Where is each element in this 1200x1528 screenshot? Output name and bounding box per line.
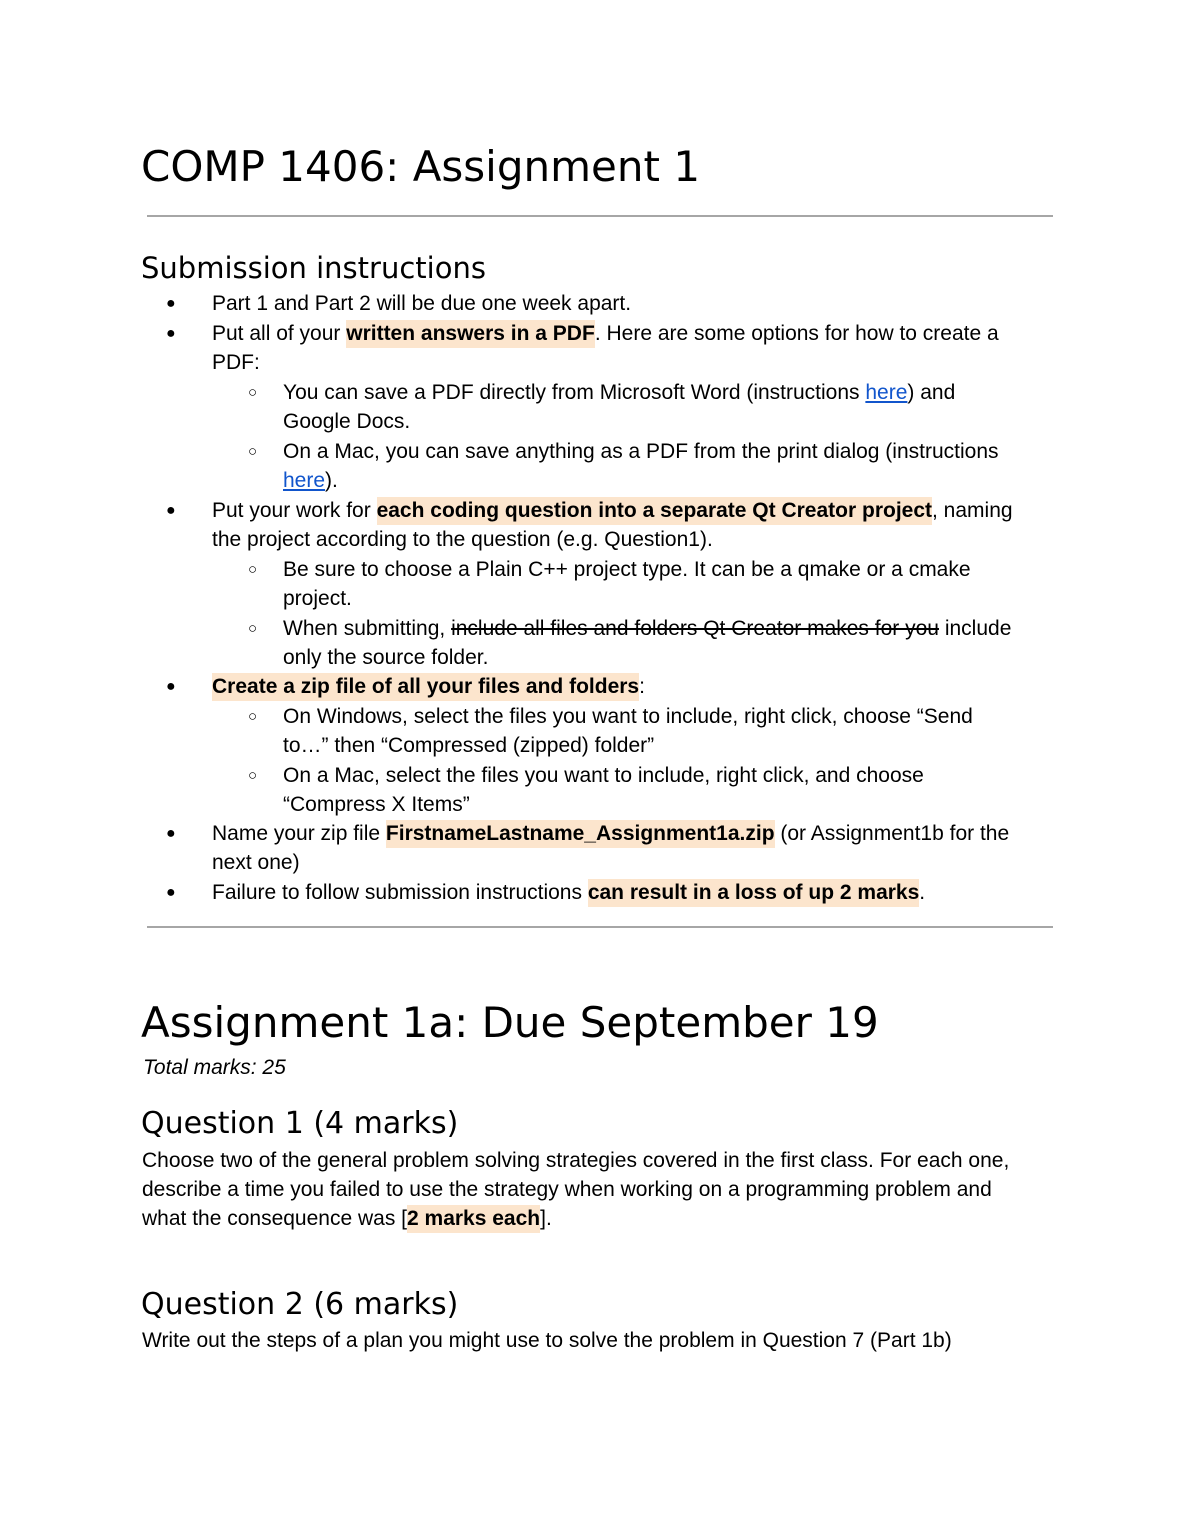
- highlight: Create a zip file of all your files and folders: [212, 673, 639, 701]
- circle-bullet-icon: ○: [248, 767, 258, 784]
- sub-list-item: On a Mac, you can save anything as a PDF from the print dialog (instructions: [283, 440, 999, 463]
- circle-bullet-icon: ○: [248, 708, 258, 725]
- bullet-icon: ●: [166, 678, 176, 695]
- list-item-continuation: next one): [212, 851, 300, 874]
- sub-list-item-continuation: project.: [283, 587, 352, 610]
- list-item: Put all of your written answers in a PDF. Here are some options for how to create a: [212, 321, 999, 347]
- sub-list-item: On Windows, select the files you want to include, right click, choose “Send: [283, 705, 973, 728]
- divider: [147, 215, 1053, 217]
- list-item-continuation: the project according to the question (e.g. Question1).: [212, 528, 713, 551]
- sub-list-item-continuation: here).: [283, 469, 338, 492]
- list-item: Name your zip file FirstnameLastname_Assignment1a.zip (or Assignment1b for the: [212, 821, 1009, 847]
- highlight: each coding question into a separate Qt Creator project: [377, 497, 932, 525]
- divider: [147, 926, 1053, 928]
- sub-list-item-continuation: Google Docs.: [283, 410, 411, 433]
- list-item: Failure to follow submission instructions can result in a loss of up 2 marks.: [212, 880, 925, 906]
- question-1-heading: Question 1 (4 marks): [141, 1106, 459, 1141]
- total-marks: Total marks: 25: [143, 1056, 286, 1079]
- sub-list-item: You can save a PDF directly from Microsoft Word (instructions here) and: [283, 381, 956, 404]
- highlight: 2 marks each: [407, 1205, 540, 1233]
- highlight: FirstnameLastname_Assignment1a.zip: [386, 820, 775, 848]
- sub-list-item: When submitting, include all files and folders Qt Creator makes for you include: [283, 617, 1012, 640]
- question-1-text: describe a time you failed to use the strategy when working on a programming problem and: [142, 1178, 992, 1201]
- bullet-icon: ●: [166, 325, 176, 342]
- list-item: Put your work for each coding question into a separate Qt Creator project, naming: [212, 498, 1013, 524]
- sub-list-item: Be sure to choose a Plain C++ project type. It can be a qmake or a cmake: [283, 558, 971, 581]
- assignment-heading: Assignment 1a: Due September 19: [141, 998, 879, 1047]
- bullet-icon: ●: [166, 502, 176, 519]
- submission-heading: Submission instructions: [141, 251, 486, 285]
- struck-text: include all files and folders Qt Creator makes for you: [451, 617, 939, 640]
- sub-list-item-continuation: only the source folder.: [283, 646, 489, 669]
- question-1-text: what the consequence was [2 marks each].: [142, 1206, 552, 1232]
- list-item-continuation: PDF:: [212, 351, 260, 374]
- sub-list-item-continuation: “Compress X Items”: [283, 793, 470, 816]
- circle-bullet-icon: ○: [248, 561, 258, 578]
- word-instructions-link[interactable]: here: [865, 381, 908, 404]
- bullet-icon: ●: [166, 295, 176, 312]
- mac-print-instructions-link[interactable]: here: [283, 469, 326, 492]
- question-1-text: Choose two of the general problem solving strategies covered in the first class. For each one,: [142, 1149, 1010, 1172]
- circle-bullet-icon: ○: [248, 384, 258, 401]
- bullet-icon: ●: [166, 825, 176, 842]
- highlight: written answers in a PDF: [346, 320, 595, 348]
- page-title: COMP 1406: Assignment 1: [141, 142, 701, 191]
- bullet-icon: ●: [166, 884, 176, 901]
- circle-bullet-icon: ○: [248, 620, 258, 637]
- list-item: Create a zip file of all your files and folders:: [212, 674, 645, 700]
- highlight: can result in a loss of up 2 marks: [588, 879, 919, 907]
- question-2-heading: Question 2 (6 marks): [141, 1287, 459, 1322]
- sub-list-item: On a Mac, select the files you want to include, right click, and choose: [283, 764, 924, 787]
- list-item: Part 1 and Part 2 will be due one week apart.: [212, 292, 632, 315]
- question-2-text: Write out the steps of a plan you might use to solve the problem in Question 7 (Part 1b): [142, 1329, 952, 1352]
- sub-list-item-continuation: to…” then “Compressed (zipped) folder”: [283, 734, 655, 757]
- circle-bullet-icon: ○: [248, 443, 258, 460]
